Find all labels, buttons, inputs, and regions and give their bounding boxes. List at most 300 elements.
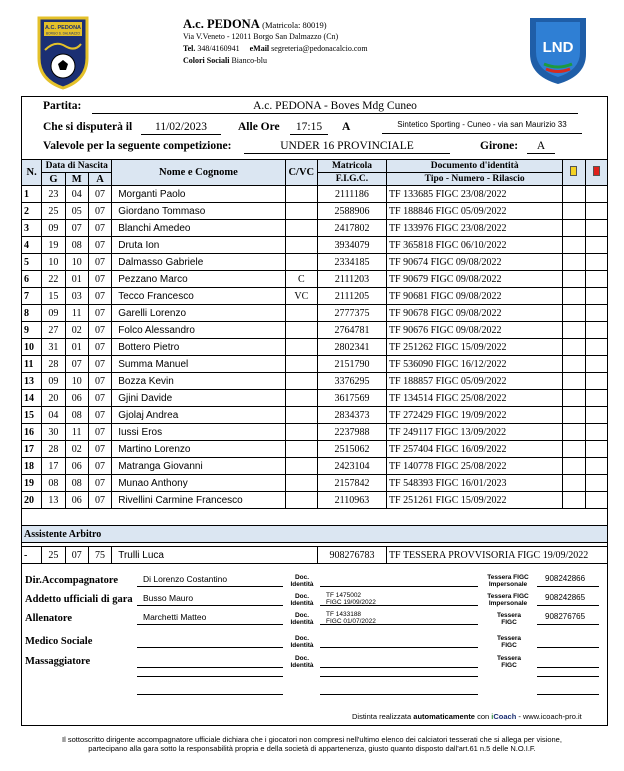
birth-year: 07 — [88, 475, 111, 492]
table-row — [22, 305, 608, 322]
partita-label: Partita: — [43, 100, 82, 112]
table-row — [22, 271, 608, 288]
red-card-cell[interactable] — [585, 407, 607, 424]
yellow-card-cell[interactable] — [563, 424, 585, 441]
player-name: Tecco Francesco — [112, 288, 285, 305]
doc-label-1: Doc. — [294, 574, 310, 581]
player-number: 16 — [22, 424, 42, 441]
doc-identity-label — [287, 635, 317, 649]
red-card-cell[interactable] — [585, 492, 607, 509]
captain-mark — [285, 186, 317, 203]
yellow-card-cell[interactable] — [563, 339, 585, 356]
table-row — [22, 356, 608, 373]
red-card-cell[interactable] — [585, 237, 607, 254]
tessera-label-2: FIGC — [501, 662, 517, 669]
yellow-card-cell[interactable] — [563, 288, 585, 305]
yellow-card-icon — [570, 166, 577, 176]
birth-day: 28 — [42, 356, 65, 373]
player-name: Blanchi Amedeo — [112, 220, 285, 237]
staff-document — [320, 634, 478, 648]
tessera-label-2: Impersonale — [488, 581, 528, 588]
player-matricola: 2417802 — [318, 220, 387, 237]
club-address: Via V.Veneto - 12011 Borgo San Dalmazzo (Cn) — [183, 32, 339, 41]
club-info — [183, 18, 368, 67]
club-tel: 348/4160941 — [197, 44, 240, 53]
tessera-label-1: Tessera FIGC — [487, 593, 529, 600]
assistant-header-row — [22, 526, 608, 543]
player-matricola: 3617569 — [318, 390, 387, 407]
assistant-month: 07 — [65, 547, 88, 564]
colors-label: Colori Sociali — [183, 56, 230, 65]
player-number: 9 — [22, 322, 42, 339]
birth-year: 07 — [88, 458, 111, 475]
yellow-card-cell[interactable] — [563, 492, 585, 509]
blank-line — [137, 676, 283, 677]
red-card-cell[interactable] — [585, 305, 607, 322]
red-card-cell[interactable] — [585, 322, 607, 339]
lnd-logo — [527, 14, 589, 86]
birth-day: 10 — [42, 254, 65, 271]
player-matricola: 2423104 — [318, 458, 387, 475]
birth-month: 11 — [65, 424, 88, 441]
red-card-cell[interactable] — [585, 220, 607, 237]
doc-label-2: Identità — [290, 581, 314, 588]
tessera-value: 908242865 — [537, 593, 599, 606]
captain-mark — [285, 339, 317, 356]
table-row — [22, 254, 608, 271]
table-row — [22, 186, 608, 203]
player-matricola: 3934079 — [318, 237, 387, 254]
icoach-i: i — [491, 712, 494, 721]
col-header-a: A — [88, 173, 111, 186]
birth-year: 07 — [88, 288, 111, 305]
staff-role-label: Allenatore — [25, 613, 73, 624]
red-card-cell[interactable] — [585, 356, 607, 373]
staff-name: Di Lorenzo Costantino — [137, 574, 283, 587]
col-header-n: N. — [22, 160, 42, 186]
birth-month: 08 — [65, 407, 88, 424]
birth-year: 07 — [88, 492, 111, 509]
yellow-card-cell[interactable] — [563, 441, 585, 458]
table-row — [22, 441, 608, 458]
footer-line-2: partecipano alla gara sotto la responsabilità propria e della società di appartenenza, giusto quanto disposto dall'art.61 n.5 delle N.O.I.F. — [88, 744, 536, 753]
player-matricola: 3376295 — [318, 373, 387, 390]
captain-mark — [285, 203, 317, 220]
red-card-cell[interactable] — [585, 424, 607, 441]
birth-month: 06 — [65, 492, 88, 509]
partita-value: A.c. PEDONA - Boves Mdg Cuneo — [92, 100, 578, 114]
assistant-matricola: 908276783 — [318, 547, 387, 564]
col-header-name: Nome e Cognome — [112, 160, 285, 186]
yellow-card-cell[interactable] — [563, 356, 585, 373]
player-matricola: 2588906 — [318, 203, 387, 220]
table-row — [22, 220, 608, 237]
staff-name — [137, 635, 283, 648]
doc-identity-label — [287, 655, 317, 669]
birth-month: 06 — [65, 390, 88, 407]
player-matricola: 2157842 — [318, 475, 387, 492]
player-name: Rivellini Carmine Francesco — [112, 492, 285, 509]
player-number: 20 — [22, 492, 42, 509]
birth-day: 09 — [42, 373, 65, 390]
club-name-line — [183, 18, 368, 31]
girone-value: A — [527, 140, 555, 154]
player-matricola: 2834373 — [318, 407, 387, 424]
red-card-cell[interactable] — [585, 288, 607, 305]
red-card-cell[interactable] — [585, 390, 607, 407]
player-number: 5 — [22, 254, 42, 271]
assistant-body — [22, 509, 608, 564]
club-email[interactable]: segreteria@pedonacalcio.com — [271, 44, 368, 53]
staff-document — [320, 654, 478, 668]
player-document: TF 90678 FIGC 09/08/2022 — [386, 305, 562, 322]
player-number: 6 — [22, 271, 42, 288]
birth-day: 19 — [42, 237, 65, 254]
logo-subtext: BORGO S. DALMAZZO — [45, 31, 81, 36]
time-label: Alle Ore — [238, 121, 280, 133]
tessera-label — [486, 612, 532, 626]
players-table — [21, 159, 608, 564]
tessera-label — [480, 574, 536, 588]
captain-mark — [285, 458, 317, 475]
birth-day: 17 — [42, 458, 65, 475]
captain-mark — [285, 373, 317, 390]
birth-year: 07 — [88, 356, 111, 373]
staff-role-label: Massaggiatore — [25, 656, 91, 667]
player-name: Bozza Kevin — [112, 373, 285, 390]
email-label: eMail — [249, 44, 270, 53]
captain-mark — [285, 322, 317, 339]
birth-year: 07 — [88, 390, 111, 407]
player-document: TF 90676 FIGC 09/08/2022 — [386, 322, 562, 339]
birth-year: 07 — [88, 271, 111, 288]
venue-value: Sintetico Sporting - Cuneo - via san Maurizio 33 — [382, 120, 582, 134]
player-document: TF 536090 FIGC 16/12/2022 — [386, 356, 562, 373]
birth-month: 07 — [65, 220, 88, 237]
blank-line — [537, 694, 599, 695]
doc-label-2: Identità — [290, 642, 314, 649]
player-document: TF 133976 FIGC 23/08/2022 — [386, 220, 562, 237]
staff-doc-line-2: FIGC 19/09/2022 — [326, 599, 376, 606]
birth-month: 01 — [65, 339, 88, 356]
col-header-red — [585, 160, 607, 186]
yellow-card-cell[interactable] — [563, 203, 585, 220]
col-header-birth: Data di Nascita — [42, 160, 112, 173]
birth-day: 09 — [42, 305, 65, 322]
player-matricola: 2237988 — [318, 424, 387, 441]
birth-year: 07 — [88, 220, 111, 237]
captain-mark — [285, 305, 317, 322]
assistant-name: Trulli Luca — [112, 547, 318, 564]
credit-prefix: Distinta realizzata — [352, 712, 412, 721]
player-number: 18 — [22, 458, 42, 475]
red-card-cell[interactable] — [585, 271, 607, 288]
date-label: Che si disputerà il — [43, 121, 133, 133]
captain-mark — [285, 356, 317, 373]
staff-doc-line-1: TF 1475002 — [326, 592, 362, 599]
birth-year: 07 — [88, 186, 111, 203]
birth-month: 08 — [65, 475, 88, 492]
blank-line — [320, 676, 478, 677]
player-number: 2 — [22, 203, 42, 220]
red-card-icon — [593, 166, 600, 176]
staff-name — [137, 655, 283, 668]
player-name: Garelli Lorenzo — [112, 305, 285, 322]
table-row — [22, 492, 608, 509]
captain-mark: VC — [285, 288, 317, 305]
red-card-cell[interactable] — [585, 203, 607, 220]
player-document: TF 249117 FIGC 13/09/2022 — [386, 424, 562, 441]
girone-label: Girone: — [480, 140, 519, 152]
player-number: 15 — [22, 407, 42, 424]
staff-role-label: Medico Sociale — [25, 636, 93, 647]
birth-day: 22 — [42, 271, 65, 288]
player-number: 10 — [22, 339, 42, 356]
player-name: Bottero Pietro — [112, 339, 285, 356]
player-name: Gjolaj Andrea — [112, 407, 285, 424]
birth-day: 15 — [42, 288, 65, 305]
tessera-label-2: Impersonale — [488, 600, 528, 607]
col-header-doc: Documento d'identità — [386, 160, 562, 173]
assistant-year: 75 — [88, 547, 111, 564]
yellow-card-cell[interactable] — [563, 407, 585, 424]
player-matricola: 2111205 — [318, 288, 387, 305]
red-card-cell[interactable] — [585, 441, 607, 458]
player-name: Druta Ion — [112, 237, 285, 254]
table-row — [22, 424, 608, 441]
captain-mark — [285, 237, 317, 254]
birth-month: 04 — [65, 186, 88, 203]
club-matricola: (Matricola: 80019) — [262, 20, 327, 30]
table-row — [22, 407, 608, 424]
player-document: TF 90681 FIGC 09/08/2022 — [386, 288, 562, 305]
captain-mark — [285, 407, 317, 424]
birth-day: 31 — [42, 339, 65, 356]
tessera-label — [480, 593, 536, 607]
lnd-text: LND — [542, 39, 574, 56]
yellow-card-cell[interactable] — [563, 237, 585, 254]
table-row — [22, 339, 608, 356]
doc-label-1: Doc. — [294, 593, 310, 600]
table-row — [22, 288, 608, 305]
tessera-label — [486, 635, 532, 649]
col-header-g: G — [42, 173, 65, 186]
player-document: TF 251262 FIGC 15/09/2022 — [386, 339, 562, 356]
table-row — [22, 458, 608, 475]
time-value: 17:15 — [290, 121, 328, 135]
club-colors: Bianco-blu — [231, 56, 267, 65]
captain-mark — [285, 220, 317, 237]
yellow-card-cell[interactable] — [563, 305, 585, 322]
birth-day: 04 — [42, 407, 65, 424]
player-matricola: 2515062 — [318, 441, 387, 458]
table-row — [22, 373, 608, 390]
logo-text: A.C. PEDONA — [44, 25, 82, 31]
player-number: 7 — [22, 288, 42, 305]
birth-month: 03 — [65, 288, 88, 305]
red-card-cell[interactable] — [585, 339, 607, 356]
doc-label-2: Identità — [290, 619, 314, 626]
red-card-cell[interactable] — [585, 458, 607, 475]
yellow-card-cell[interactable] — [563, 271, 585, 288]
birth-month: 08 — [65, 237, 88, 254]
player-number: 17 — [22, 441, 42, 458]
staff-document — [320, 611, 478, 625]
player-name: Martino Lorenzo — [112, 441, 285, 458]
birth-month: 07 — [65, 356, 88, 373]
club-contacts — [183, 43, 368, 55]
player-document: TF 90674 FIGC 09/08/2022 — [386, 254, 562, 271]
player-number: 4 — [22, 237, 42, 254]
birth-year: 07 — [88, 203, 111, 220]
staff-name: Marchetti Matteo — [137, 612, 283, 625]
yellow-card-cell[interactable] — [563, 322, 585, 339]
tessera-label-1: Tessera — [496, 635, 522, 642]
yellow-card-cell[interactable] — [563, 475, 585, 492]
birth-month: 02 — [65, 322, 88, 339]
player-document: TF 251261 FIGC 15/09/2022 — [386, 492, 562, 509]
credit-site[interactable]: - www.icoach-pro.it — [518, 712, 582, 721]
yellow-card-cell[interactable] — [563, 458, 585, 475]
birth-month: 10 — [65, 373, 88, 390]
birth-month: 11 — [65, 305, 88, 322]
footer-line-1: Il sottoscritto dirigente accompagnatore ufficiale dichiara che i giocatori non compresi nell'ultimo elenco dei calciatori tesserati che si allega per visione, — [62, 735, 562, 744]
player-document: TF 188857 FIGC 05/09/2022 — [386, 373, 562, 390]
tessera-label-2: FIGC — [501, 619, 517, 626]
col-header-matricola: Matricola — [318, 160, 387, 173]
staff-name: Busso Mauro — [137, 593, 283, 606]
player-number: 3 — [22, 220, 42, 237]
player-name: Morganti Paolo — [112, 186, 285, 203]
player-number: 11 — [22, 356, 42, 373]
birth-year: 07 — [88, 237, 111, 254]
credit-auto: automaticamente — [413, 712, 475, 721]
captain-mark: C — [285, 271, 317, 288]
red-card-cell[interactable] — [585, 373, 607, 390]
table-row — [22, 475, 608, 492]
date-value: 11/02/2023 — [141, 121, 221, 135]
birth-year: 07 — [88, 424, 111, 441]
player-document: TF 365818 FIGC 06/10/2022 — [386, 237, 562, 254]
blank-line — [320, 694, 478, 695]
player-document: TF 188846 FIGC 05/09/2022 — [386, 203, 562, 220]
club-colors-line — [183, 55, 368, 67]
birth-day: 13 — [42, 492, 65, 509]
assistant-label: Assistente Arbitro — [22, 526, 608, 543]
staff-document — [320, 573, 478, 587]
red-card-cell[interactable] — [585, 475, 607, 492]
birth-day: 27 — [42, 322, 65, 339]
birth-year: 07 — [88, 441, 111, 458]
tessera-label-2: FIGC — [501, 642, 517, 649]
blank-line — [137, 694, 283, 695]
competition-label: Valevole per la seguente competizione: — [43, 140, 232, 152]
club-logo — [35, 14, 91, 90]
player-matricola: 2802341 — [318, 339, 387, 356]
table-row — [22, 322, 608, 339]
birth-year: 07 — [88, 254, 111, 271]
birth-year: 07 — [88, 305, 111, 322]
birth-month: 10 — [65, 254, 88, 271]
yellow-card-cell[interactable] — [563, 390, 585, 407]
captain-mark — [285, 424, 317, 441]
col-header-figc: F.I.G.C. — [318, 173, 387, 186]
yellow-card-cell[interactable] — [563, 186, 585, 203]
birth-day: 09 — [42, 220, 65, 237]
venue-a-label: A — [342, 121, 351, 133]
player-document: TF 548393 FIGC 16/01/2023 — [386, 475, 562, 492]
player-document: TF 257404 FIGC 16/09/2022 — [386, 441, 562, 458]
table-header-row — [22, 160, 608, 173]
tessera-label — [486, 655, 532, 669]
player-number: 14 — [22, 390, 42, 407]
player-matricola: 2111186 — [318, 186, 387, 203]
birth-year: 07 — [88, 322, 111, 339]
yellow-card-cell[interactable] — [563, 254, 585, 271]
credit-line — [352, 712, 582, 721]
yellow-card-cell[interactable] — [563, 373, 585, 390]
player-name: Iussi Eros — [112, 424, 285, 441]
birth-year: 07 — [88, 339, 111, 356]
tessera-value: 908242866 — [537, 574, 599, 587]
icoach-name: Coach — [493, 712, 517, 721]
birth-day: 25 — [42, 203, 65, 220]
players-body — [22, 186, 608, 509]
col-header-m: M — [65, 173, 88, 186]
player-document: TF 272429 FIGC 19/09/2022 — [386, 407, 562, 424]
captain-mark — [285, 475, 317, 492]
tessera-value — [537, 635, 599, 648]
tessera-label-1: Tessera — [496, 612, 522, 619]
club-name: A.c. PEDONA — [183, 17, 260, 31]
assistant-row — [22, 547, 608, 564]
birth-day: 23 — [42, 186, 65, 203]
captain-mark — [285, 254, 317, 271]
player-document: TF 134514 FIGC 25/08/2022 — [386, 390, 562, 407]
player-name: Summa Manuel — [112, 356, 285, 373]
spacer-row — [22, 509, 608, 526]
player-number: 19 — [22, 475, 42, 492]
birth-month: 01 — [65, 271, 88, 288]
yellow-card-cell[interactable] — [563, 220, 585, 237]
player-matricola: 2110963 — [318, 492, 387, 509]
player-name: Munao Anthony — [112, 475, 285, 492]
captain-mark — [285, 492, 317, 509]
tel-label: Tel. — [183, 44, 196, 53]
player-name: Matranga Giovanni — [112, 458, 285, 475]
birth-month: 06 — [65, 458, 88, 475]
doc-label-1: Doc. — [294, 612, 310, 619]
player-document: TF 90679 FIGC 09/08/2022 — [386, 271, 562, 288]
player-matricola: 2764781 — [318, 322, 387, 339]
staff-doc-line-1: TF 1433188 — [326, 611, 362, 618]
table-row — [22, 237, 608, 254]
footer-declaration — [10, 735, 614, 753]
red-card-cell[interactable] — [585, 186, 607, 203]
doc-label-2: Identità — [290, 662, 314, 669]
player-name: Gjini Davide — [112, 390, 285, 407]
player-number: 13 — [22, 373, 42, 390]
red-card-cell[interactable] — [585, 254, 607, 271]
birth-year: 07 — [88, 407, 111, 424]
birth-day: 30 — [42, 424, 65, 441]
staff-document — [320, 592, 478, 606]
birth-month: 02 — [65, 441, 88, 458]
doc-label-1: Doc. — [294, 635, 310, 642]
player-document: TF 133685 FIGC 23/08/2022 — [386, 186, 562, 203]
blank-line — [537, 676, 599, 677]
birth-day: 28 — [42, 441, 65, 458]
